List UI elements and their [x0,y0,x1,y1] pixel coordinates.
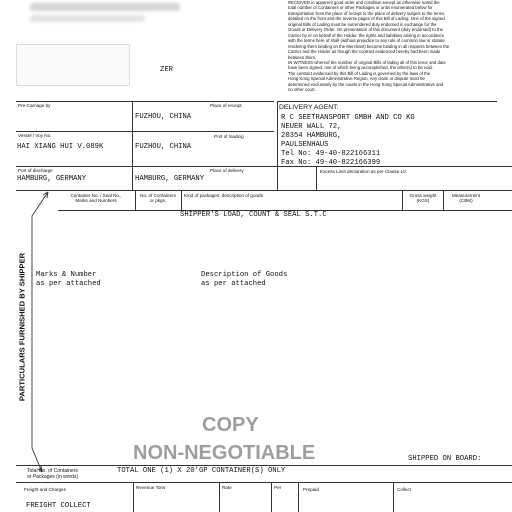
terms-text: RECEIVED in apparent good order and condition except as otherwise noted the total number of Containers or other Packages or units enumerated below for transportation from the place of receipt to the place of delivery subject to the terms detailed on the front and the reverse pages of this Bill of Lading. One of the signed original Bills of Lading must be surrendered duly endorsed in exchange for the Goods or Delivery Order. On presentation of this document (duly endorsed) to the Carrier by or on behalf of the Holder, the rights and liabilities arising in accordance with the terms here of shall (without prejudice to any rule of common law or statute rendering them binding on the Merchant) become binding in all respects between the Carrier and the Holder as though the contract evidenced hereby had been made between them. IN WITNESS whereof the number of original Bills of lading all of this tenor and date have been signed, one of which being accomplished, the other(s) to be void. The contract evidenced by this Bill of Lading is governed by the laws of the Hong Kong Special Administrative Region. Any claim or dispute must be determined exclusively by the courts in the Hong Kong Special Administrative and no other court. [288,0,450,93]
prepaid-label: Prepaid [303,487,319,492]
col-gross-weight: Gross weight (KGS) [409,193,437,203]
total-value: TOTAL ONE (1) X 20'GP CONTAINER(S) ONLY [117,467,286,475]
collect-label: Collect [397,487,412,492]
delivery-agent-label: DELIVERY AGENT: [279,104,339,111]
rule-discharge [16,166,512,167]
rule-v-agent [277,101,278,190]
revenue-tons-label: Revenue Tons [136,485,166,490]
vessel-label: Vessel / Voy No. [18,133,52,138]
delivery-agent-line: 20354 HAMBURG, [281,132,342,140]
redacted-shipper-line-1 [30,3,180,11]
rule-v-freight-2 [219,482,220,512]
delivery-agent-line: Tel No: 49-40-822166311 [281,150,381,158]
rule-v-col1 [135,190,136,210]
rule-top-left [16,101,274,102]
rule-v-freight-3 [271,482,272,512]
col-kind-of-packages: Kind of packages; description of goods [184,193,263,198]
redacted-consignee-box [16,44,130,86]
delivery-agent-line: R C SEETRANSPORT GMBH AND CO KG [281,114,415,122]
delivery-agent-line: Fax No: 49-40-822166399 [281,159,381,165]
side-label: PARTICULARS FURNISHED BY SHIPPER [17,252,27,402]
description-value: as per attached [201,280,266,288]
port-of-discharge-value: HAMBURG, GERMANY [17,175,87,183]
rule-v-col3 [402,190,403,210]
rule-v-freight-5 [393,482,394,512]
total-label: Total No. of Containers or Packages (in words) [27,468,79,480]
col-container-no: Container No. / Seal No., Marks and Numbers [70,193,122,203]
rule-v-col4 [443,190,444,210]
rule-v-freight-1 [133,482,134,512]
shipper-name-visible: ZER [160,66,173,74]
port-of-loading-label: Port of loading [214,134,244,139]
description-title: Description of Goods [201,271,288,279]
port-of-loading-value: FUZHOU, CHINA [135,143,192,151]
place-of-delivery-value: HAMBURG, GERMANY [135,175,205,183]
shipper-load-count-seal: SHIPPER'S LOAD, COUNT & SEAL S.T.C [180,211,327,219]
shipped-on-board: SHIPPED ON BOARD: [408,455,482,463]
col-num-containers: No. of Containers or pkgs. [140,193,176,203]
freight-label: Freight and Charges [24,487,66,492]
pre-carriage-label: Pre-Carriage by [18,103,51,108]
copy-stamp: COPY [202,414,259,436]
marks-value: as per attached [36,280,101,288]
marks-title: Marks & Number [36,271,97,279]
rule-vessel [16,131,274,132]
rule-top-right [277,101,497,102]
col-measurement: Measurement (CBM) [451,193,481,203]
per-label: Per [274,485,282,490]
excess-limit-label: Excess Limit declaration as per Clause 10: [320,169,407,174]
rule-v-excess [316,166,317,190]
freight-value: FREIGHT COLLECT [26,502,91,510]
place-of-receipt-label: Place of receipt [210,103,242,108]
vessel-value: HAI XIANG HUI V.089K [17,143,104,151]
redacted-shipper-line-2 [30,15,145,22]
place-of-delivery-label: Place of delivery [210,168,244,173]
non-negotiable-stamp: NON-NEGOTIABLE [133,442,316,464]
rule-columns-top [16,190,512,191]
rule-v-receipt [132,101,133,190]
delivery-agent-line: PAULSENHAUS [281,141,329,149]
port-of-discharge-label: Port of discharge [18,168,53,173]
rate-label: Rate [222,485,232,490]
rule-total-top [16,465,512,466]
rule-freight-top [16,482,512,483]
delivery-agent-line: NEUER WALL 72, [281,123,342,131]
rule-v-freight-4 [298,482,299,512]
rule-v-col2 [181,190,182,210]
place-of-receipt-value: FUZHOU, CHINA [135,113,192,121]
